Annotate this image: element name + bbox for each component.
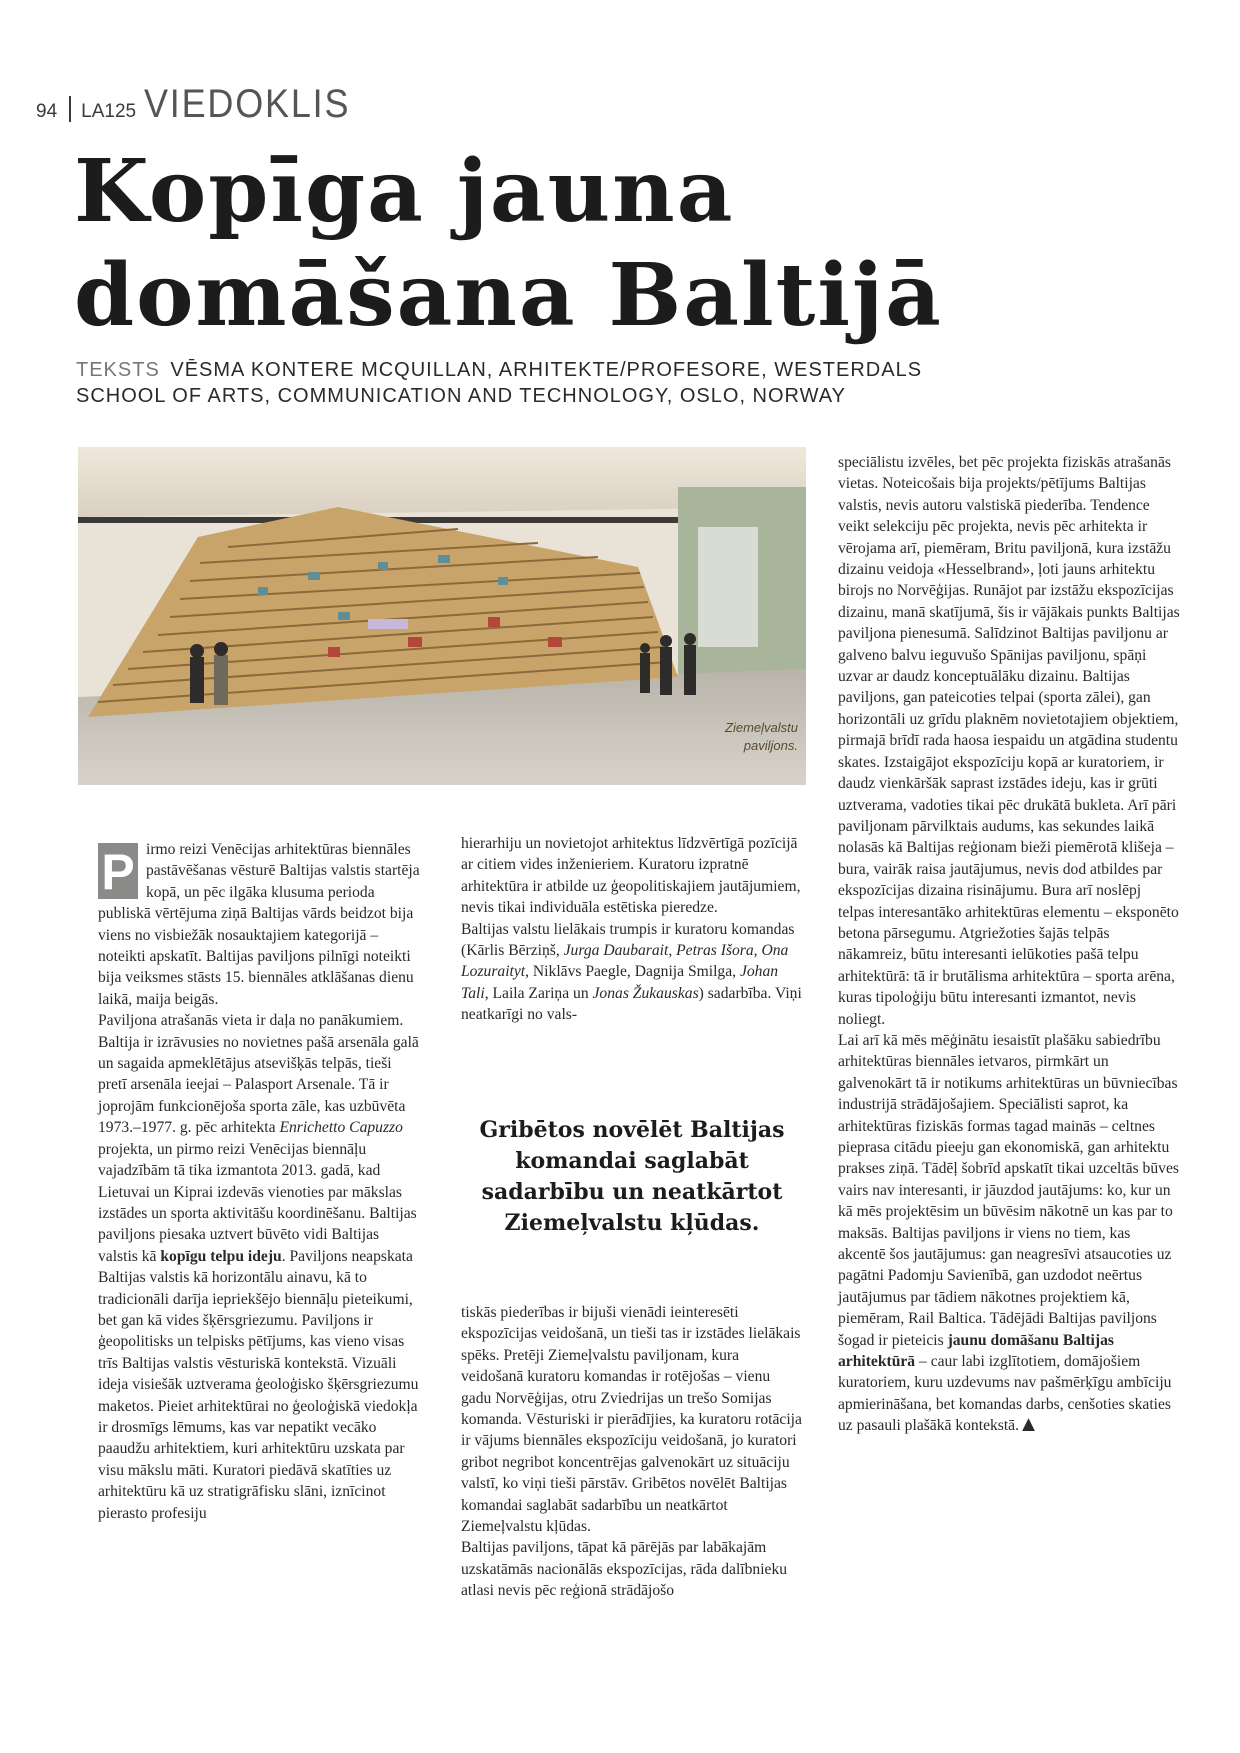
text-run: , Niklāvs Paegle, Dagnija Smilga, [525,963,740,981]
column-2-bottom [461,1302,803,1602]
paragraph: hierarhiju un novietojot arhitektus līdzvērtīgā pozīcijā ar citiem vides inženieriem. Kuratoru izpratnē arhitektūra ir atbilde uz ģeopolitiskajiem jautājumiem, nevis tikai individuāla estētiska pieredze. [461,835,801,917]
pavilion-photo [78,447,806,785]
text-strong: jaunu domāšanu Baltijas arhitektūrā [838,1331,1114,1371]
article-title [74,140,1074,348]
text-em: Enrichetto Capuzzo [279,1119,403,1137]
paragraph: tiskās piederības ir bijuši vienādi ieinteresēti ekspozīcijas veidošanā, un tieši tas ir izstādes lielākais spēks. Pretēji Ziemeļvalstu paviljonam, kura veidošanā kuratoru komandas ir rotējošas – vienu gadu Norvēģijas, otru Zviedrijas un trešo Somijas komanda. Vēsturiski ir pierādījies, ka kuratoru rotācija ir vājums biennāles ekspozīciju veidošanā, jo kuratori gribot negribot koncentrējas galvenokārt uz situāciju valstī, ko viņi tieši pārstāv. Gribētos novēlēt Baltijas komandai saglabāt sadarbību un neatkārtot Ziemeļvalstu kļūdas. [461,1304,802,1536]
text-run: ) sadarbība. Viņi neatkarīgi no vals- [461,984,802,1024]
column-1 [98,839,420,1524]
column-2-top [461,833,803,1026]
section-title: VIEDOKLIS [144,82,351,126]
byline-text: VĒSMA KONTERE MCQUILLAN, ARHITEKTE/PROFESORE, WESTERDALS SCHOOL OF ARTS, COMMUNICATION AND TECHNOLOGY, OSLO, NORWAY [76,359,923,407]
paragraph [98,1010,420,1524]
text-run: , Laila Zariņa un [484,984,593,1002]
photo-caption: Ziemeļvalstu paviljons. [725,720,798,753]
title-line-1: Kopīga jauna [74,141,735,242]
page-header [36,82,373,127]
column-3 [838,452,1180,1437]
paragraph [461,919,803,1026]
paragraph [838,1030,1180,1437]
paragraph [98,839,420,1010]
title-line-2: domāšana Baltijā [74,245,943,346]
text-em: Jonas Žukauskas [592,984,699,1002]
end-mark-icon [1022,1418,1035,1431]
text-run: Baltijas valstu lielākais trumpis ir kuratoru komandas (Kārlis Bērziņš, [461,920,795,960]
text-em: Jurga Daubarait, Petras Išora, Ona Lozuraityt [461,942,789,981]
text-em: Johan Tali [461,963,779,1002]
paragraph: Baltijas paviljons, tāpat kā pārējās par labākajām uzskatāmās nacionālās ekspozīcijas, rāda dalībnieku atlasi nevis pēc reģionā strādājošo [461,1539,788,1600]
byline-label: TEKSTS [76,359,160,381]
text-run: Paviljona atrašanās vieta ir daļa no panākumiem. Baltija ir izrāvusies no novietnes pašā arsenāla galā un sagaida apmeklētājus atsevišķās telpās, tieši pretī arsenāla ieejai – Palasport Arsenale. Tā ir joprojām funkcionējoša sporta zāle, kas uzbūvēta 1973.–1977. g. pēc arhitekta [98,1012,419,1137]
text-strong: kopīgu telpu ideju [160,1247,282,1265]
drop-cap: P [98,843,138,899]
paragraph: speciālistu izvēles, bet pēc projekta fiziskās atrašanās vietas. Noteicošais bija projekts/pētījums Baltijas valstis, nevis autoru valstiskā piederība. Tendence veikt selekciju pēc projekta, nevis pēc arhitekta ir vērojama arī, piemēram, Britu paviljonā, kura izstāžu dizainu veidoja «Hesselbrand», ļoti jauns arhitektu birojs no Norvēģijas. Runājot par izstāžu ekspozīcijas dizainu, manā skatījumā, šis ir vājākais punkts Baltijas paviljona pienesumā. Salīdzinot Baltijas paviljonu ar galveno balvu ieguvušo Spānijas paviljonu, spāņi uzvar ar daudz konceptuālāku dizainu. Baltijas paviljons, gan pateicoties telpai (sporta zālei), gan horizontāli uz grīdu plaknēm novietotajiem objektiem, pirmajā brīdī rada haosa iespaidu un atgādina studentu skates. Izstaigājot ekspozīciju kopā ar kuratoriem, ir daudz vienkāršāk saprast izstādes ideju, kas ir grūti uztverama, vadoties tikai pēc drukātā bukleta. Arī pāri paviljonam pārvilktais audums, kas sekundes laikā nolasās kā Baltijas reģionam bieži piemērotā klišeja – bura, vairāk raisa jautājumus, nevis dod atbildes par ekspozīcijas dizaina risinājumu. Bura arī noslēpj telpas interesantāko arhitektūras elementu – eksponēto betona pārsegumu. Atgriežoties šajās telpās nākamreiz, būtu interesanti ielūkoties pašā telpu arhitektūrā: tā ir brutālisma arhitektūra – sporta arēna, kuras tipoloģiju būtu interesanti izmantot, nevis noliegt. [838,454,1180,1028]
header-divider [69,96,71,122]
text-run: projekta, un pirmo reizi Venēcijas biennāļu vajadzībām tā tika izmantota 2013. gadā, kad Lietuvai un Kiprai izdevās vienoties par mākslas izstādes un sporta aktivitāšu koordinēšanu. Baltijas paviljons piesaka uztvert būvēto vidi Baltijas valstis kā [98,1140,417,1265]
text-run: irmo reizi Venēcijas arhitektūras biennāles pastāvēšanas vēsturē Baltijas valstis startēja kopā, un pēc ilgāka klusuma perioda publiskā vērtējuma ziņā Baltijas vārds beidzot bija viens no visbiežāk nosauktajiem kategorijā – noteikti apskatīt. Baltijas paviljons pilnīgi noteikti bija veiksmes stāsts 15. biennāles atklāšanas dienu laikā, maija beigās. [98,841,420,1008]
page-number: 94 [36,101,58,122]
text-run: . Paviljons neapskata Baltijas valstis kā horizontālu ainavu, kā to tradicionāli darīja iepriekšējo biennāļu pieteikumi, bet gan kā vides šķērsgriezumu. Paviljons ir ģeopolitisks un telpisks pētījums, kas vieno visas trīs Baltijas valstis vēsturiskā kontekstā. Vizuāli ideja visiešāk uztverama ģeoloģisko šķērsgriezumu maketos. Pieiet arhitektūrai no ģeoloģiskā viedokļa ir drosmīgs lēmums, kas var nepatikt vecāko paaudžu arhitektiem, kuri arhitektūru uzskata par visu mākslu māti. Kuratori piedāvā skatīties uz arhitektūru kā uz stratigrāfisku slāni, iznīcinot pierasto profesiju [98,1247,419,1522]
pull-quote: Gribētos novēlēt Baltijas komandai saglabāt sadarbību un neatkārtot Ziemeļvalstu kļūdas. [479,1117,785,1236]
byline [76,357,936,409]
text-run: Lai arī kā mēs mēģinātu iesaistīt plašāku sabiedrību arhitektūras biennāles ietvaros, pirmkārt un galvenokārt tā ir notikums arhitektūras un būvniecības industrijā strādājošajiem. Speciālisti saprot, ka arhitektūras fiziskās formas tagad mainās – celtnes pieprasa citādu pieeju gan ekonomiskā, gan arhitektu prakses ziņā. Tādēļ šobrīd apskatīt tikai uzceltās būves vairs nav interesanti, ir jāuzdod jautājums: ko, kur un kā mēs projektēsim un būvēsim nākotnē un kas par to maksās. Baltijas paviljons ir viens no tiem, kas akcentē šos jautājumus: gan neagresīvi atsaucoties uz pagātni Padomju Savienībā, gan uzdodot neērtus jautājumus par tādiem nākotnes projektiem kā, piemēram, Rail Baltica. Tādējādi Baltijas paviljons šogad ir pieteicis [838,1031,1179,1349]
magazine-issue: LA125 [81,101,137,122]
text-run: – caur labi izglītotiem, domājošiem kuratoriem, kuru uzdevums nav pašmērķīgu ambīciju apmierināšana, bet komandas darbs, cenšoties skaties uz pasauli plašākā kontekstā. [838,1353,1172,1435]
